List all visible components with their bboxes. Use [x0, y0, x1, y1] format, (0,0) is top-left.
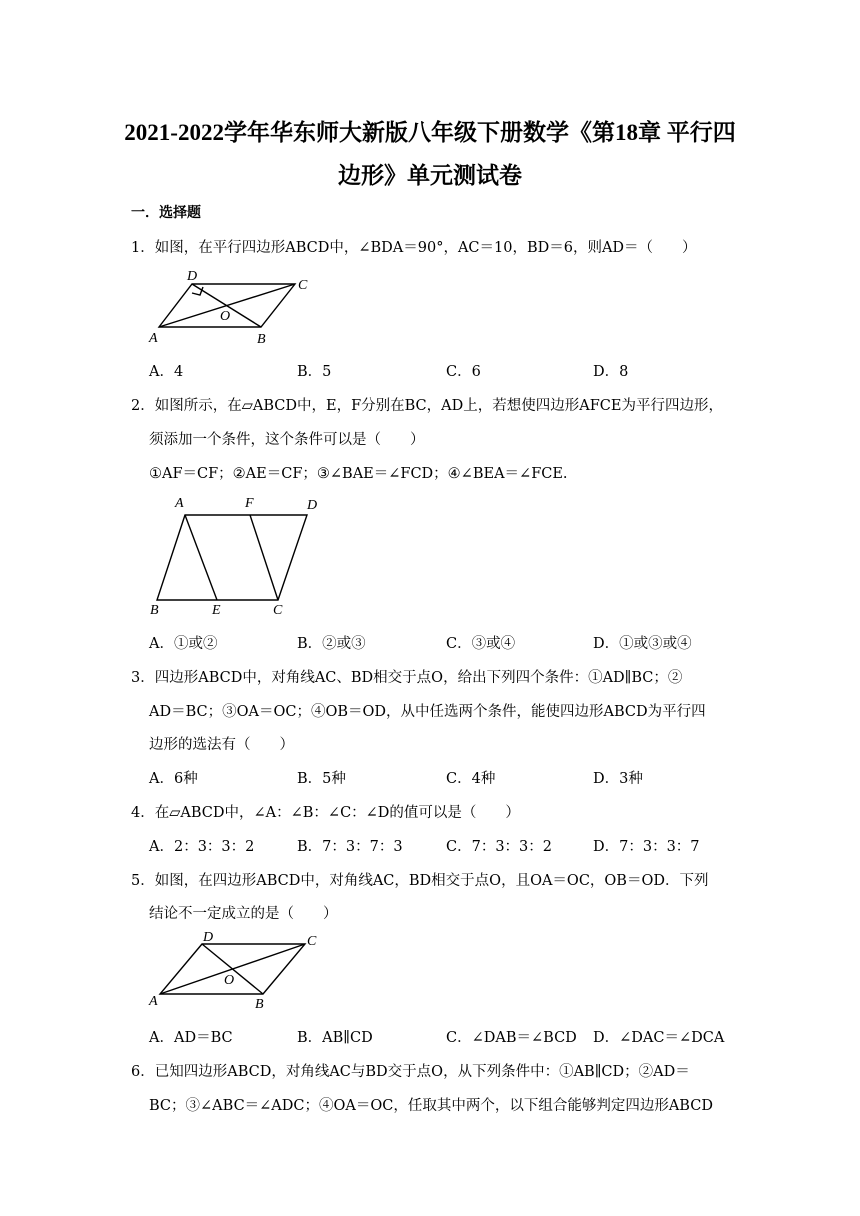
q1-label-o: O: [220, 309, 231, 324]
q2-line-3: ①AF＝CF；②AE＝CF；③∠BAE＝∠FCD；④∠BEA＝∠FCE.: [149, 466, 568, 482]
q5-label-d: D: [203, 930, 214, 945]
q5-option-c[interactable]: C．∠DAB＝∠BCD: [446, 1030, 577, 1046]
q2-option-a[interactable]: A．①或②: [149, 636, 218, 652]
q1-figure: [147, 265, 322, 347]
q5-label-c: C: [307, 934, 317, 949]
q5-option-b[interactable]: B．AB∥CD: [297, 1030, 373, 1046]
q3-option-b[interactable]: B．5种: [297, 771, 346, 787]
q4-option-b[interactable]: B．7：3：7：3: [297, 839, 403, 855]
q2-line-1: 2．如图所示，在▱ABCD中，E，F分别在BC，AD上，若想使四边形AFCE为平行四边形，: [131, 398, 723, 414]
q5-line-1: 5．如图，在四边形ABCD中，对角线AC，BD相交于点O，且OA＝OC，OB＝OD．下列: [131, 873, 709, 889]
q5-option-d[interactable]: D．∠DAC＝∠DCA: [593, 1030, 725, 1046]
q1-option-b[interactable]: B．5: [297, 364, 332, 380]
q2-option-d[interactable]: D．①或③或④: [593, 636, 692, 652]
q1-option-c[interactable]: C．6: [446, 364, 481, 380]
q4-option-a[interactable]: A．2：3：3：2: [149, 839, 255, 855]
q2-segment-ae: [185, 515, 217, 600]
q2-label-b: B: [150, 603, 159, 617]
section-heading: 一．选择题: [131, 205, 201, 221]
q5-label-b: B: [255, 997, 264, 1012]
q1-label-a: A: [149, 331, 158, 346]
q2-label-c: C: [273, 603, 283, 617]
q2-segment-fc: [250, 515, 278, 600]
q4-text: 4．在▱ABCD中，∠A：∠B：∠C：∠D的值可以是（ ）: [131, 805, 520, 821]
q3-option-c[interactable]: C．4种: [446, 771, 496, 787]
q5-figure: [145, 925, 323, 1013]
q1-option-d[interactable]: D．8: [593, 364, 629, 380]
q1-label-d: D: [187, 269, 198, 284]
title-line-2: 边形》单元测试卷: [338, 163, 522, 188]
q2-label-a: A: [175, 496, 184, 511]
title-line-1: 2021-2022学年华东师大新版八年级下册数学《第18章 平行四: [124, 120, 736, 145]
q3-line-1: 3．四边形ABCD中，对角线AC、BD相交于点O，给出下列四个条件：①AD∥BC；②: [131, 670, 683, 686]
q5-line-2: 结论不一定成立的是（ ）: [149, 906, 338, 922]
q3-option-d[interactable]: D．3种: [593, 771, 643, 787]
q3-option-a[interactable]: A．6种: [149, 771, 198, 787]
q1-option-a[interactable]: A．4: [149, 364, 184, 380]
q2-parallelogram: [157, 515, 307, 600]
q4-option-d[interactable]: D．7：3：3：7: [593, 839, 700, 855]
q2-figure: [145, 492, 325, 617]
q1-text: 1．如图，在平行四边形ABCD中，∠BDA＝90°，AC＝10，BD＝6，则AD＝（ ）: [131, 240, 697, 256]
q5-option-a[interactable]: A．AD＝BC: [149, 1030, 233, 1046]
q3-line-2: AD＝BC；③OA＝OC；④OB＝OD，从中任选两个条件，能使四边形ABCD为平行四: [149, 704, 706, 720]
q6-line-2: BC；③∠ABC＝∠ADC；④OA＝OC，任取其中两个，以下组合能够判定四边形ABCD: [149, 1098, 713, 1114]
q5-label-a: A: [149, 994, 158, 1009]
q1-label-b: B: [257, 332, 266, 347]
q3-line-3: 边形的选法有（ ）: [149, 737, 294, 753]
q1-label-c: C: [298, 278, 308, 293]
q5-label-o: O: [224, 973, 235, 988]
q2-label-e: E: [212, 603, 221, 617]
q2-line-2: 须添加一个条件，这个条件可以是（ ）: [149, 432, 425, 448]
q6-line-1: 6．已知四边形ABCD，对角线AC与BD交于点O，从下列条件中：①AB∥CD；②AD＝: [131, 1064, 690, 1080]
q4-option-c[interactable]: C．7：3：3：2: [446, 839, 552, 855]
q2-option-c[interactable]: C．③或④: [446, 636, 516, 652]
q2-label-d: D: [307, 498, 318, 513]
q2-option-b[interactable]: B．②或③: [297, 636, 366, 652]
q2-label-f: F: [245, 496, 254, 511]
